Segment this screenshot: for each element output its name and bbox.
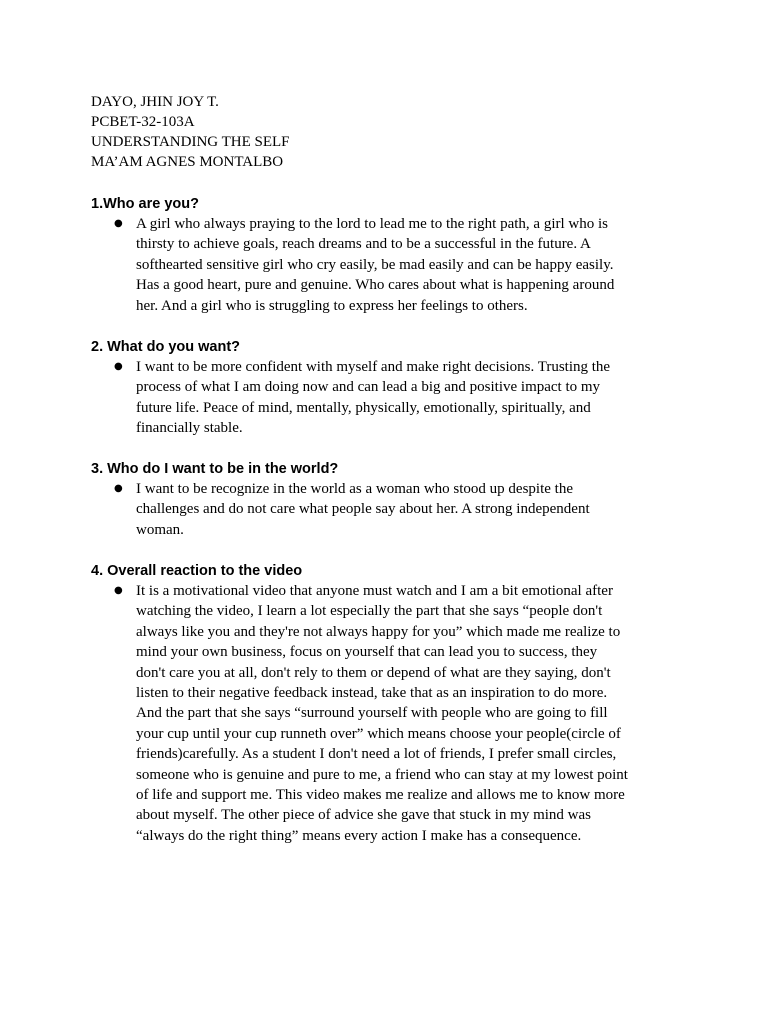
answer-line: I want to be more confident with myself and make right decisions. Trusting the bbox=[136, 359, 611, 375]
answer-line: financially stable. bbox=[136, 420, 243, 437]
bullet-icon: ● bbox=[114, 585, 123, 596]
answer-bullet bbox=[91, 357, 676, 439]
answer-line: watching the video, I learn a lot especially the part that she says “people don't bbox=[136, 603, 603, 620]
answer-bullet bbox=[91, 581, 676, 846]
answer-line: of life and support me. This video makes me realize and allows me to know more bbox=[136, 787, 625, 804]
answer-line: A girl who always praying to the lord to lead me to the right path, a girl who is bbox=[136, 216, 608, 232]
answer-line: process of what I am doing now and can lead a big and positive impact to my bbox=[136, 379, 601, 396]
answer-line: listen to their negative feedback instead, take that as an inspiration to do more. bbox=[136, 685, 608, 702]
question-heading: 1.Who are you? bbox=[91, 196, 199, 212]
bullet-icon: ● bbox=[114, 483, 123, 494]
answer-line: always like you and they're not always happy for you” which made me realize to bbox=[136, 623, 621, 640]
answer-line: challenges and do not care what people say about her. A strong independent bbox=[136, 501, 590, 518]
question-section-3 bbox=[91, 459, 691, 540]
answer-line: your cup until your cup runneth over” which means choose your people(circle of bbox=[136, 725, 621, 742]
section-code: PCBET-32-103A bbox=[91, 114, 195, 130]
question-section-2 bbox=[91, 337, 691, 439]
answer-line: future life. Peace of mind, mentally, physically, emotionally, spiritually, and bbox=[136, 399, 591, 416]
student-name: DAYO, JHIN JOY T. bbox=[91, 94, 219, 110]
answer-line: Has a good heart, pure and genuine. Who cares about what is happening around bbox=[136, 277, 615, 294]
answer-line: softhearted sensitive girl who cry easily, be mad easily and can be happy easily. bbox=[136, 256, 614, 273]
answer-line: about myself. The other piece of advice she gave that stuck in my mind was bbox=[136, 807, 592, 824]
question-heading: 4. Overall reaction to the video bbox=[91, 563, 303, 579]
answer-line: mind your own business, focus on yourself that can lead you to success, they bbox=[136, 644, 598, 661]
answer-line: I want to be recognize in the world as a woman who stood up despite the bbox=[136, 481, 573, 497]
answer-line: thirsty to achieve goals, reach dreams and to be a successful in the future. A bbox=[136, 236, 591, 253]
question-heading: 2. What do you want? bbox=[91, 339, 241, 355]
answer-line: woman. bbox=[136, 521, 184, 538]
answer-line: someone who is genuine and pure to me, a friend who can stay at my lowest point bbox=[136, 766, 628, 783]
answer-line: her. And a girl who is struggling to express her feelings to others. bbox=[136, 297, 528, 314]
student-info-header bbox=[91, 92, 290, 172]
instructor-name: MA’AM AGNES MONTALBO bbox=[91, 154, 284, 170]
answer-line: don't care you at all, don't rely to them or depend of what are they saying, don't bbox=[136, 664, 611, 681]
course-title: UNDERSTANDING THE SELF bbox=[91, 134, 290, 150]
answer-line: “always do the right thing” means every action I make has a consequence. bbox=[136, 827, 582, 844]
answer-line: It is a motivational video that anyone must watch and I am a bit emotional after bbox=[136, 583, 613, 599]
answer-line: And the part that she says “surround yourself with people who are going to fill bbox=[136, 705, 608, 722]
answer-bullet bbox=[91, 479, 676, 540]
question-heading: 3. Who do I want to be in the world? bbox=[91, 461, 339, 477]
bullet-icon: ● bbox=[114, 218, 123, 229]
question-section-4 bbox=[91, 561, 691, 846]
question-section-1 bbox=[91, 194, 691, 316]
answer-bullet bbox=[91, 214, 676, 316]
answer-line: friends)carefully. As a student I don't need a lot of friends, I prefer small circles, bbox=[136, 746, 617, 763]
bullet-icon: ● bbox=[114, 361, 123, 372]
